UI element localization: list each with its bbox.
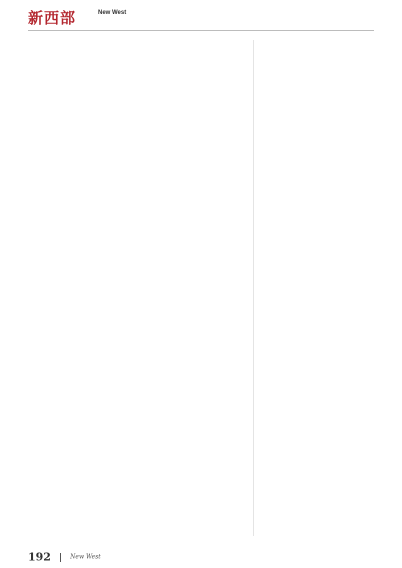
right-column: [260, 36, 374, 540]
footer-label: New West: [70, 553, 101, 561]
brand-english: New West: [98, 10, 127, 16]
body-paragraph: [260, 36, 374, 144]
body-paragraph: [260, 384, 374, 528]
body-paragraph: [260, 144, 374, 384]
column-divider: [253, 40, 254, 536]
body-paragraph: [28, 432, 246, 492]
body-paragraph: [28, 348, 246, 432]
body-paragraph: [28, 36, 246, 84]
body-paragraph: [28, 180, 246, 348]
page-footer: [28, 547, 101, 564]
page-number: 192: [28, 550, 51, 564]
masthead: [28, 8, 374, 31]
body-paragraph: [28, 84, 246, 180]
brand-name: 新西部: [28, 9, 77, 27]
footer-divider: [60, 553, 61, 562]
left-column: [28, 36, 246, 540]
body-paragraph: [28, 492, 246, 516]
